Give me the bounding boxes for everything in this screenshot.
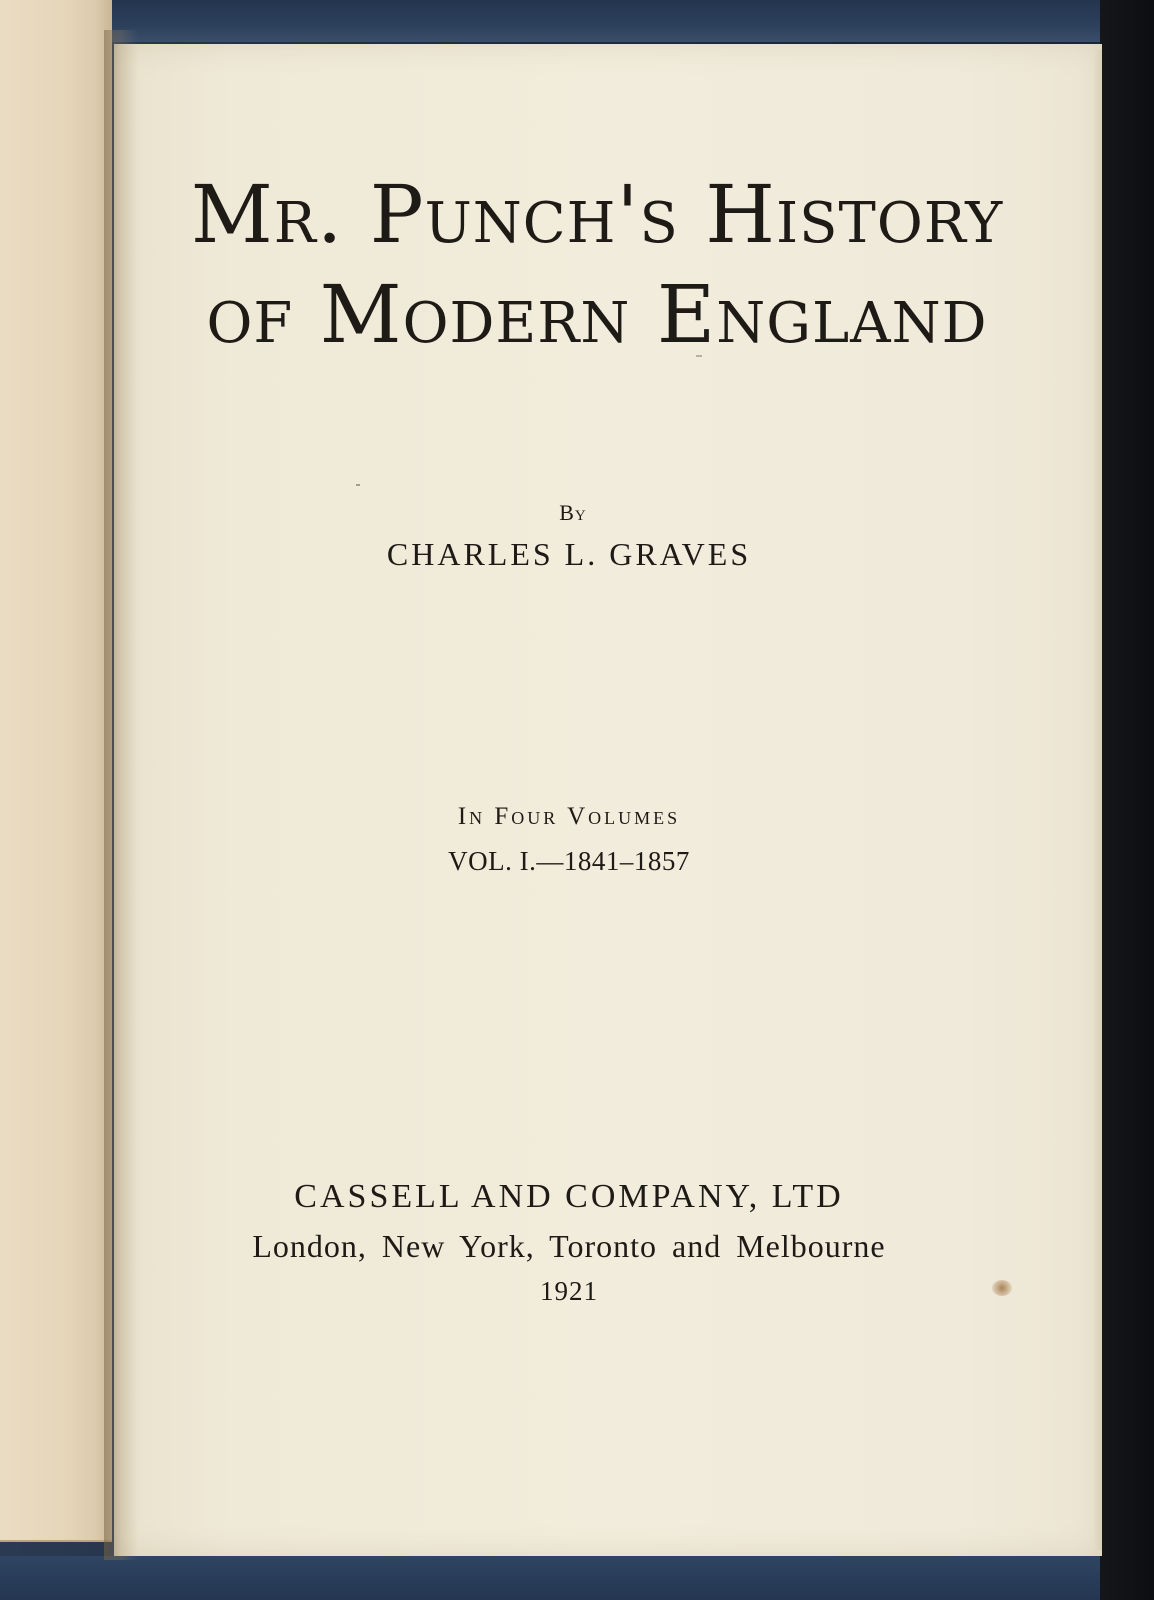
book-title-line-1: Mr. Punch's History (190, 168, 1004, 261)
publisher-name: CASSELL AND COMPANY, LTD (294, 1178, 844, 1215)
book-cover-bottom-edge (0, 1556, 1154, 1600)
author-name: CHARLES L. GRAVES (386, 536, 752, 572)
publisher-cities: London, New York, Toronto and Melbourne (252, 1228, 886, 1264)
publication-year: 1921 (540, 1276, 598, 1306)
paper-speck (356, 484, 360, 486)
volume-detail: VOL. I.—1841–1857 (448, 846, 690, 876)
book-cover-top-edge (0, 0, 1154, 42)
by-label: By (559, 500, 587, 525)
volumes-label: In Four Volumes (457, 803, 681, 830)
book-title-line-2: of Modern England (206, 268, 988, 361)
